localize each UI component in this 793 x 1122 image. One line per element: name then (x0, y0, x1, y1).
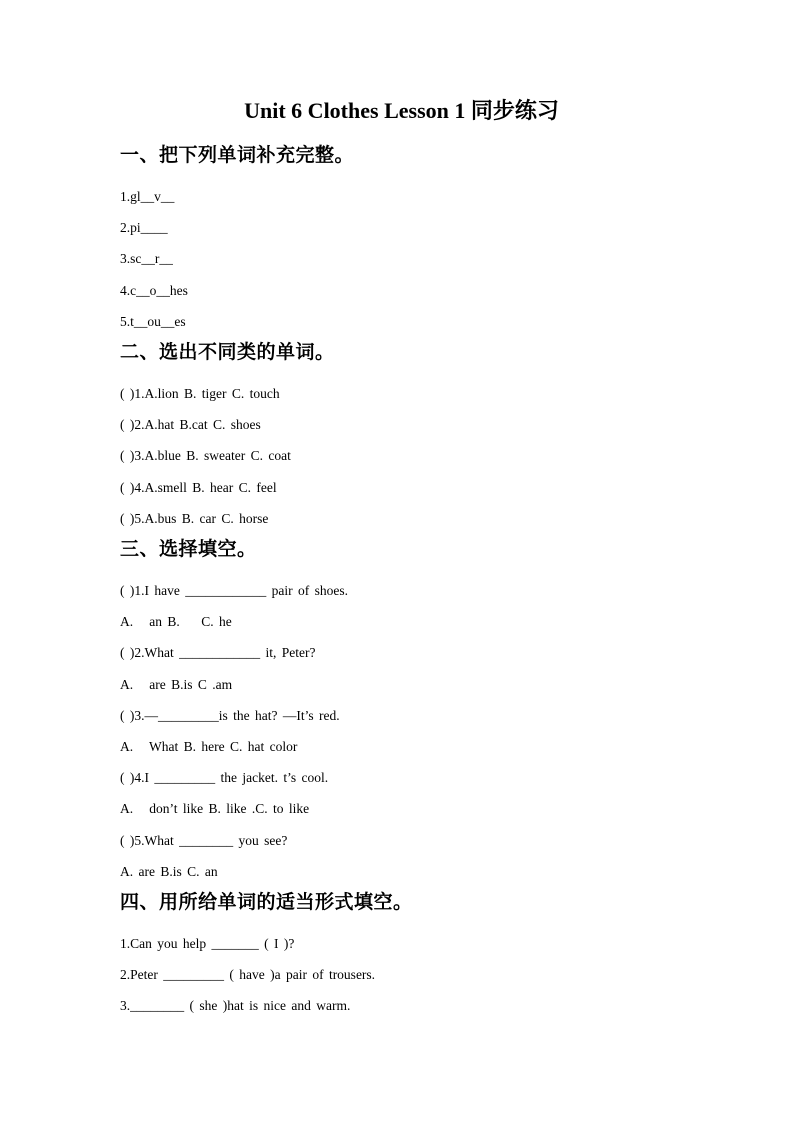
word-blank-item: 3.sc__r__ (120, 251, 173, 267)
choice-options: A. What B. here C. hat color (120, 739, 298, 755)
word-blank-item: 5.t__ou__es (120, 313, 186, 329)
section-word-forms (120, 887, 683, 1022)
choice-options: A. are B.is C. an (120, 863, 218, 879)
worksheet-title: Unit 6 Clothes Lesson 1 同步练习 (244, 98, 559, 123)
section-2-heading: 二、选出不同类的单词。 (120, 342, 335, 364)
fill-blank-question: 3.________ ( she )hat is nice and warm. (120, 998, 351, 1014)
word-blank-item: 4.c__o__hes (120, 282, 188, 298)
section-4-heading: 四、用所给单词的适当形式填空。 (120, 892, 413, 914)
choice-question: ( )4.A.smell B. hear C. feel (120, 479, 277, 495)
section-3-heading: 三、选择填空。 (120, 539, 257, 561)
choice-question: ( )3.—_________is the hat? —It’s red. (120, 707, 340, 723)
section-multiple-choice (120, 534, 683, 887)
word-blank-item: 2.pi____ (120, 220, 168, 236)
section-fill-in-words (120, 140, 683, 337)
choice-question: ( )4.I _________ the jacket. t’s cool. (120, 770, 329, 786)
fill-blank-question: 1.Can you help _______ ( I )? (120, 936, 295, 952)
word-blank-item: 1.gl__v__ (120, 189, 175, 204)
choice-question: ( )1.I have ____________ pair of shoes. (120, 583, 348, 599)
choice-options: A. don’t like B. like .C. to like (120, 801, 310, 817)
choice-question: ( )2.A.hat B.cat C. shoes (120, 417, 261, 433)
section-1-heading: 一、把下列单词补充完整。 (120, 145, 355, 166)
choice-question: ( )1.A.lion B. tiger C. touch (120, 386, 280, 402)
choice-options: A. an B. C. he (120, 614, 232, 630)
section-odd-one-out (120, 337, 683, 534)
choice-question: ( )3.A.blue B. sweater C. coat (120, 448, 291, 464)
choice-question: ( )5.What ________ you see? (120, 832, 288, 848)
choice-question: ( )2.What ____________ it, Peter? (120, 645, 316, 661)
choice-options: A. are B.is C .am (120, 676, 233, 692)
fill-blank-question: 2.Peter _________ ( have )a pair of trousers. (120, 967, 376, 983)
choice-question: ( )5.A.bus B. car C. horse (120, 510, 269, 526)
